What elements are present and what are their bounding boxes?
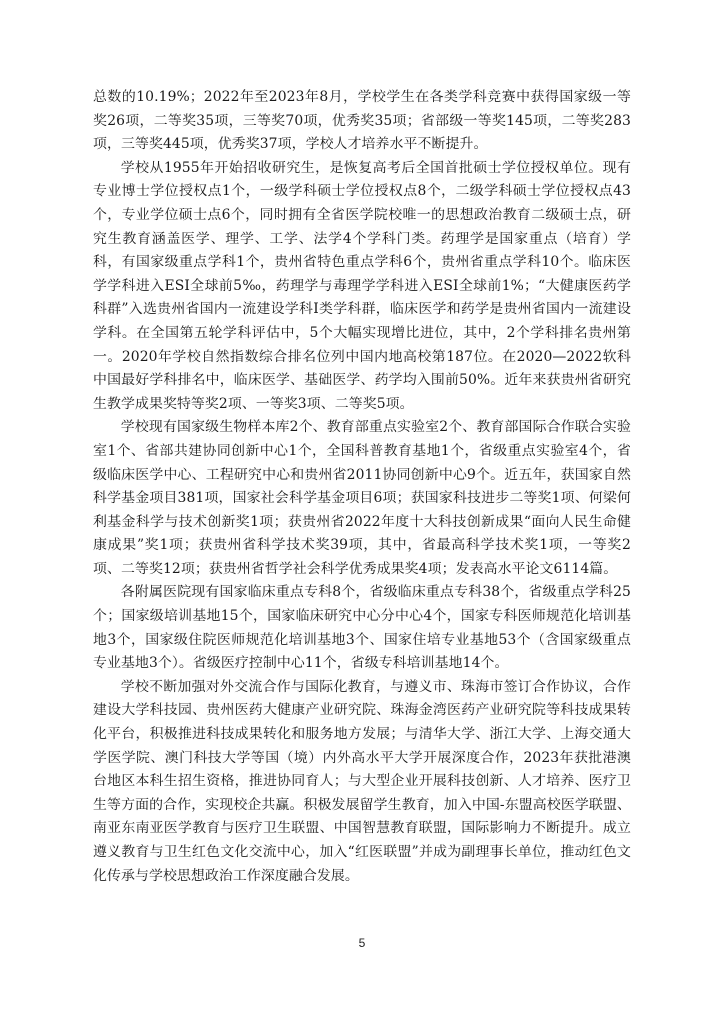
paragraph-research-platforms: 学校现有国家级生物样本库2个、教育部重点实验室2个、教育部国际合作联合实验室1个、省部共建协同创新中心1个，全国科普教育基地1个，省级重点实验室4个，省级临床医学中心、工程研究中心和贵州省2011协同创新中心9个。近五年，获国家自然科学基金项目381项，国家社会科学基金项目6项；获国家科技进步二等奖1项、何梁何利基金科学与技术创新奖1项；获贵州省2022年度十大科技创新成果“面向人民生命健康成果”奖1项；获贵州省科学技术奖39项，其中，省最高科学技术奖1项，一等奖2项、二等奖12项；获贵州省哲学社会科学优秀成果奖4项；发表高水平论文6114篇。 xyxy=(93,419,631,577)
paragraph-external-cooperation: 学校不断加强对外交流合作与国际化教育，与遵义市、珠海市签订合作协议，合作建设大学科技园、贵州医药大健康产业研究院、珠海金湾医药产业研究院等科技成果转化平台，积极推进科技成果转化和服务地方发展；与清华大学、浙江大学、上海交通大学医学院、澳门科技大学等国（境）内外高水平大学开展深度合作，2023年获批港澳台地区本科生招生资格，推进协同育人；与大型企业开展科技创新、人才培养、医疗卫生等方面的合作，实现校企共赢。积极发展留学生教育，加入中国-东盟高校医学联盟、南亚东南亚医学教育与医疗卫生联盟、中国智慧教育联盟，国际影响力不断提升。成立遵义教育与卫生红色文化交流中心，加入“红医联盟”并成为副理事长单位，推动红色文化传承与学校思想政治工作深度融合发展。 xyxy=(93,678,631,884)
paragraph-award-statistics: 总数的10.19%；2022年至2023年8月，学校学生在各类学科竞赛中获得国家级一等奖26项，二等奖35项，三等奖70项，优秀奖35项；省部级一等奖145项，二等奖283项，三等奖445项，优秀奖37项，学校人才培养水平不断提升。 xyxy=(93,89,631,153)
body-text xyxy=(93,86,631,888)
paragraph-graduate-education: 学校从1955年开始招收研究生，是恢复高考后全国首批硕士学位授权单位。现有专业博士学位授权点1个，一级学科硕士学位授权点8个，二级学科硕士学位授权点43个，专业学位硕士点6个，同时拥有全省医学院校唯一的思想政治教育二级硕士点，研究生教育涵盖医学、理学、工学、法学4个学科门类。药理学是国家重点（培育）学科，有国家级重点学科1个，贵州省特色重点学科6个，贵州省重点学科10个。临床医学学科进入ESI全球前5‰，药理学与毒理学学科进入ESI全球前1%；“大健康医药学科群”入选贵州省国内一流建设学科Ⅰ类学科群，临床医学和药学是贵州省国内一流建设学科。在全国第五轮学科评估中，5个大幅实现增比进位，其中，2个学科排名贵州第一。2020年学校自然指数综合排名位列中国内地高校第187位。在2020—2022软科中国最好学科排名中，临床医学、基础医学、药学均入围前50%。近年来获贵州省研究生教学成果奖特等奖2项、一等奖3项、二等奖5项。 xyxy=(93,159,631,412)
page-number: 5 xyxy=(358,936,366,950)
paragraph-affiliated-hospitals: 各附属医院现有国家临床重点专科8个，省级临床重点专科38个，省级重点学科25个；国家级培训基地15个，国家临床研究中心分中心4个，国家专科医师规范化培训基地3个，国家级住院医师规范化培训基地3个、国家住培专业基地53个（含国家级重点专业基地3个）。省级医疗控制中心11个，省级专科培训基地14个。 xyxy=(93,584,631,672)
